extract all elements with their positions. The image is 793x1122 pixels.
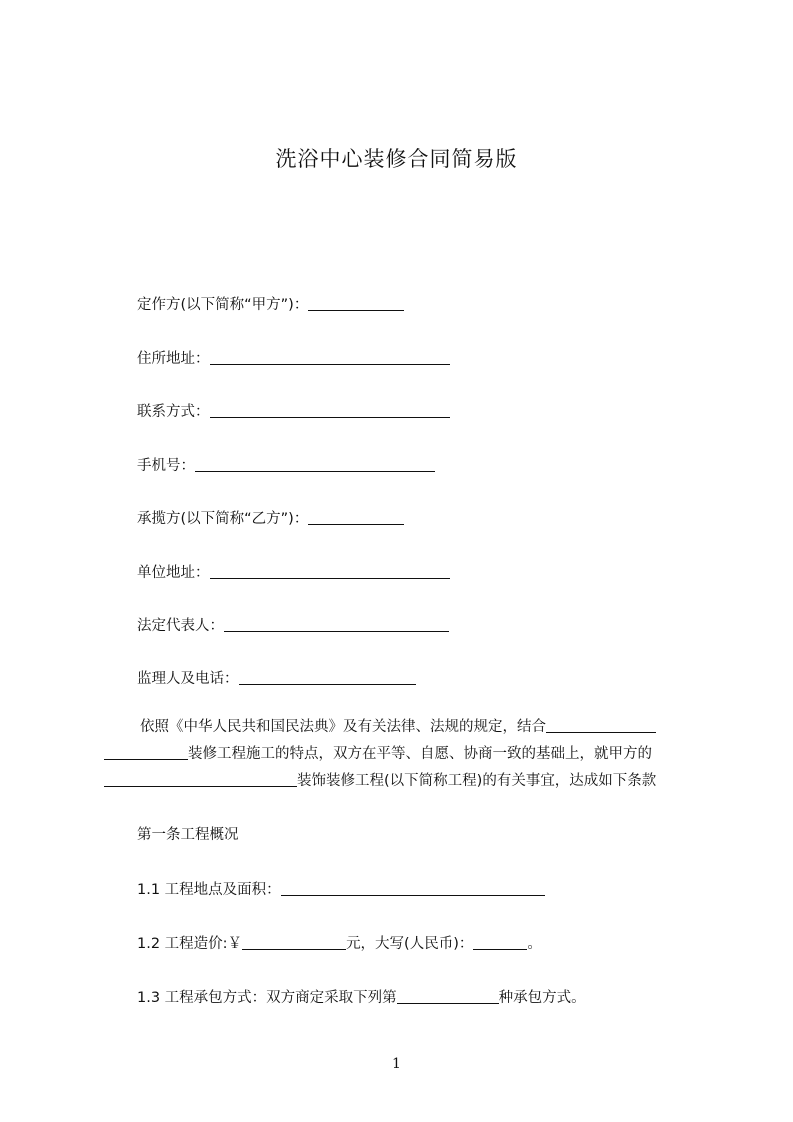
item-1-2-line (137, 932, 542, 953)
preamble-row-2 (104, 741, 698, 768)
page-number: 1 (392, 1056, 401, 1072)
item-1-2-label: 1.2 工程造价:￥ (137, 936, 243, 952)
unit-address-label: 单位地址： (137, 565, 210, 581)
legal-rep-label: 法定代表人： (137, 618, 224, 634)
item-1-3-blank (397, 989, 499, 1004)
item-1-3-end: 种承包方式。 (498, 990, 586, 1006)
item-1-1-blank (281, 881, 545, 896)
party-b-label: 承揽方(以下简称“乙方”)： (137, 511, 309, 527)
item-1-2-end: 。 (527, 936, 542, 952)
supervisor-blank (239, 670, 416, 685)
party-a-line (137, 293, 404, 314)
mobile-label: 手机号： (137, 458, 195, 474)
item-1-3-line (137, 986, 586, 1007)
preamble-row-1 (104, 714, 698, 741)
party-b-blank (308, 510, 404, 525)
party-b-line (137, 507, 404, 528)
address-blank (210, 350, 450, 365)
address-label: 住所地址： (137, 351, 210, 367)
item-1-2-amount-blank (242, 935, 346, 950)
supervisor-line (137, 667, 416, 688)
document-title: 洗浴中心装修合同简易版 (275, 147, 518, 171)
item-1-1-line (137, 878, 545, 899)
unit-address-blank (210, 564, 450, 579)
party-a-label: 定作方(以下简称“甲方”)： (137, 297, 309, 313)
contact-line (137, 400, 450, 421)
preamble-row-3 (104, 768, 698, 795)
mobile-blank (195, 457, 435, 472)
article-1-heading: 第一条工程概况 (137, 827, 239, 843)
legal-rep-blank (224, 617, 449, 632)
mobile-line (137, 454, 435, 475)
party-a-blank (308, 296, 404, 311)
item-1-3-label: 1.3 工程承包方式：双方商定采取下列第 (137, 990, 397, 1006)
preamble-blank-2 (104, 745, 188, 760)
preamble-row-1-text: 依照《中华人民共和国民法典》及有关法律、法规的规定，结合 (140, 719, 546, 735)
item-1-2-mid: 元，大写(人民币)： (346, 936, 474, 952)
contact-label: 联系方式： (137, 404, 210, 420)
item-1-2-words-blank (473, 935, 527, 950)
unit-address-line (137, 561, 450, 582)
preamble-row-3-text: 装饰装修工程(以下简称工程)的有关事宜，达成如下条款 (297, 773, 657, 789)
legal-rep-line (137, 614, 449, 635)
preamble-blank-1 (546, 718, 656, 733)
item-1-1-label: 1.1 工程地点及面积： (137, 882, 281, 898)
preamble-blank-3 (104, 772, 297, 787)
address-line (137, 347, 450, 368)
supervisor-label: 监理人及电话： (137, 671, 239, 687)
preamble-paragraph (104, 714, 698, 795)
contact-blank (210, 403, 450, 418)
preamble-row-2-text: 装修工程施工的特点，双方在平等、自愿、协商一致的基础上，就甲方的 (188, 746, 652, 762)
